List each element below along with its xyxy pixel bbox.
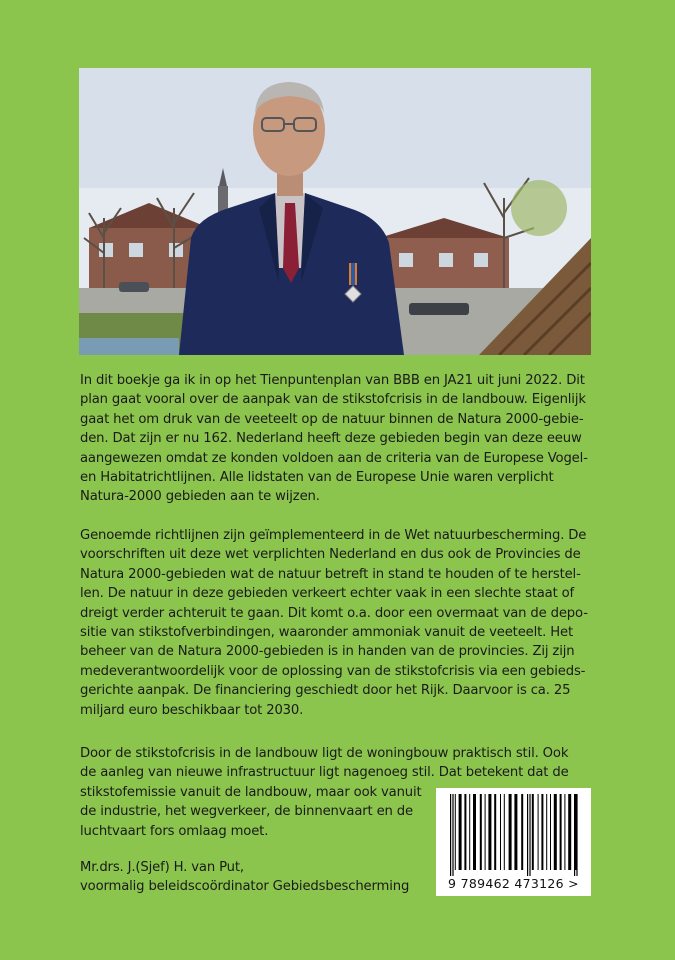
barcode-bar (450, 794, 451, 876)
barcode-bar (494, 794, 496, 870)
barcode-bar (452, 794, 453, 876)
text-line: Natura 2000-gebieden wat de natuur betreft in stand te houden of te herstel- (80, 566, 581, 582)
barcode-bar (574, 794, 575, 876)
text-line: voorschriften uit deze wet verplichten Nederland en dus ook de Provincies de (80, 547, 581, 563)
barcode-bars (436, 788, 591, 876)
text-line: Natura-2000 gebieden aan te wijzen. (80, 489, 320, 505)
barcode-bar (576, 794, 577, 876)
barcode-bar (459, 794, 462, 870)
barcode-bar (464, 794, 466, 870)
cover-photo (79, 68, 591, 355)
barcode-bar (529, 794, 530, 876)
barcode-bar (455, 794, 456, 870)
text-line: Door de stikstofcrisis in de landbouw ligt de woningbouw praktisch stil. Ook (80, 746, 569, 761)
barcode-bar (488, 794, 491, 870)
barcode-bar (509, 794, 512, 870)
barcode-bar (485, 794, 486, 870)
paragraph-1 (80, 371, 600, 507)
barcode-bar (568, 794, 571, 870)
barcode-bar (514, 794, 517, 870)
text-line: aangewezen omdat ze konden voldoen aan de criteria van de Europese Vogel- (80, 450, 588, 466)
text-line: luchtvaart fors omlaag moet. (80, 823, 269, 839)
author-name: Mr.drs. J.(Sjef) H. van Put, (80, 860, 244, 875)
text-line: den. Dat zijn er nu 162. Nederland heeft deze gebieden begin van deze eeuw (80, 431, 582, 447)
text-line: plan gaat vooral over de aanpak van de stikstofcrisis in de landbouw. Eigenlijk (80, 392, 586, 408)
barcode-bar (564, 794, 565, 870)
barcode-bar (560, 794, 562, 870)
text-line: In dit boekje ga ik in op het Tienpuntenplan van BBB en JA21 uit juni 2022. Dit (80, 373, 585, 388)
paragraph-2 (80, 526, 600, 720)
text-line: de aanleg van nieuwe infrastructuur ligt nagenoeg stil. Dat betekent dat de (80, 765, 569, 781)
isbn-barcode (436, 788, 591, 896)
text-line: medeverantwoordelijk voor de oplossing van de stikstofcrisis via een gebieds- (80, 663, 586, 679)
barcode-bar (469, 794, 470, 870)
barcode-bar (541, 794, 543, 870)
text-line: en Habitatrichtlijnen. Alle lidstaten van de Europese Unie waren verplicht (80, 470, 554, 486)
barcode-bar (550, 794, 551, 870)
text-line: miljard euro beschikbaar tot 2030. (80, 702, 304, 718)
text-line: Genoemde richtlijnen zijn geïmplementeerd in de Wet natuurbescherming. De (80, 528, 587, 543)
text-line: de industrie, het wegverkeer, de binnenvaart en de (80, 804, 413, 820)
barcode-bar (473, 794, 476, 870)
text-line: dreigt verder achteruit te gaan. Dit komt o.a. door een overmaat van de depo- (80, 605, 588, 621)
text-line: gaat het om druk van de veeteelt op de natuur binnen de Natura 2000-gebie- (80, 411, 584, 427)
text-line: stikstofemissie vanuit de landbouw, maar ook vanuit (80, 784, 422, 800)
author-role: voormalig beleidscoördinator Gebiedsbescherming (80, 879, 410, 895)
isbn-text: 9 789462 473126 > (448, 876, 579, 891)
barcode-bar (532, 794, 534, 870)
barcode-bar (554, 794, 557, 870)
text-line: beheer van de Natura 2000-gebieden is in handen van de provincies. Zij zijn (80, 644, 575, 660)
barcode-bar (538, 794, 539, 870)
barcode-bar (546, 794, 547, 870)
text-line: gerichte aanpak. De financiering geschiedt door het Rijk. Daarvoor is ca. 25 (80, 683, 571, 699)
barcode-bar (521, 794, 523, 870)
barcode-bar (500, 794, 501, 870)
barcode-bar (504, 794, 505, 870)
barcode-bar (527, 794, 528, 876)
text-line: len. De natuur in deze gebieden verkeert echter vaak in een slechte staat of (80, 586, 575, 602)
portrait-illustration (79, 68, 591, 355)
barcode-bar (480, 794, 482, 870)
text-line: sitie van stikstofverbindingen, waaronder ammoniak vanuit de veeteelt. Het (80, 625, 573, 641)
